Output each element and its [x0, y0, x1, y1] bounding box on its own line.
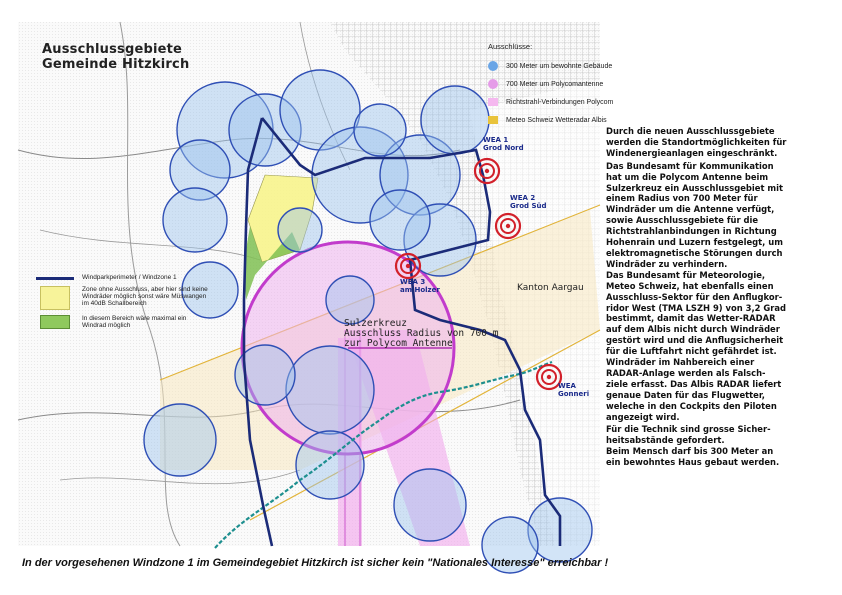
- yellow-band-icon: [488, 116, 498, 124]
- pink-circle-icon: [488, 79, 498, 89]
- paragraph-intro: Durch die neuen Ausschlussgebiete werden die Standortmöglichkeiten für Windenergieanlagen eingeschränkt.: [606, 126, 787, 158]
- blue-circle-icon: [488, 61, 498, 71]
- house-circle: [286, 346, 374, 434]
- wea-label-line: am Holzer: [400, 286, 440, 294]
- legend-label: Meteo Schweiz Wetteradar Albis: [506, 116, 607, 124]
- wea-label-line: WEA 1: [483, 136, 509, 144]
- legend-item: [36, 315, 216, 329]
- pink-band-icon: [488, 98, 498, 106]
- map-subtitle: Gemeinde Hitzkirch: [42, 57, 190, 72]
- wea-label-line: Grod Süd: [510, 202, 547, 210]
- house-circle: [326, 276, 374, 324]
- house-circle: [370, 190, 430, 250]
- house-circle: [421, 86, 489, 154]
- wea-label-line: WEA: [558, 382, 576, 390]
- legend-label: Richtstrahl-Verbindungen Polycom: [506, 98, 614, 106]
- house-circle: [278, 208, 322, 252]
- yellow-zone-icon: [40, 286, 70, 310]
- legend-label: Windparkperimeter / Windzone 1: [82, 274, 177, 281]
- legend-item: [36, 274, 216, 281]
- wea-label-gonneri: [558, 382, 589, 398]
- wea-label-grod-sued: [510, 194, 547, 210]
- legend-item: [488, 75, 613, 93]
- green-zone-icon: [40, 315, 70, 329]
- sulzerkreuz-label: [344, 319, 498, 349]
- sulzerkreuz-line: Ausschluss Radius von 700 m: [344, 328, 499, 339]
- wea-label-line: Gonneri: [558, 390, 590, 398]
- wea-label-am-holzer: [400, 278, 440, 294]
- legend-item: [488, 93, 613, 111]
- sulzerkreuz-line: zur Polycom Antenne: [344, 338, 453, 349]
- legend-item: [488, 57, 613, 75]
- legend-label: In diesem Bereich wäre maximal ein Windrad möglich: [82, 315, 187, 329]
- legend-label: Zone ohne Ausschluss, aber hier sind keine Windräder möglich sonst wäre Müswangen im 40dB Schallbereich: [82, 286, 208, 307]
- map-title: Ausschlussgebiete: [42, 42, 183, 57]
- legend-item: [488, 111, 613, 129]
- legend-header: Ausschlüsse:: [488, 42, 533, 51]
- wea-label-line: WEA 3: [400, 278, 426, 286]
- legend-exclusions: [488, 42, 613, 129]
- house-circle: [296, 431, 364, 499]
- legend-item: [36, 286, 216, 310]
- house-circle: [144, 404, 216, 476]
- explanation-text: [606, 126, 838, 470]
- house-circle: [163, 188, 227, 252]
- wea-label-line: WEA 2: [510, 194, 536, 202]
- wea-label-grod-nord: [483, 136, 524, 152]
- legend-label: 700 Meter um Polycomantenne: [506, 80, 604, 88]
- paragraph-distance: Für die Technik sind grosse Sicher- heitsabstände gefordert. Beim Mensch darf bis 300 Meter an ein bewohntes Haus gebaut werden.: [606, 424, 780, 468]
- paragraph-details: Das Bundesamt für Kommunikation hat um die Polycom Antenne beim Sulzerkreuz ein Ausschlussgebiet mit einem Radius von 700 Meter für Windräder um die Antenne verfügt, sowie Ausschlussgebiete für die Richtstrahlanbindungen in Richtung Hohenrain und Luzern festgelegt, um elektromagnetische Störungen durch Windräder zu verhindern. Das Bundesamt für Meteorologie, Meteo Schweiz, hat ebenfalls einen Ausschluss-Sektor für den Anflugkor- ridor West (TMA LSZH 9) von 3,2 Grad bestimmt, damit das Wetter-RADAR auf dem Albis nicht durch Windräder gestört wird und die Anflugsicherheit für die Luftfahrt nicht gefährdet ist. Windräder im Nahbereich einer RADAR-Anlage werden als Falsch- ziele erfasst. Das Albis RADAR liefert genaue Daten für das Flugwetter, weleche in den Cockpits den Piloten angezeigt wird.: [606, 160, 787, 422]
- perimeter-line-icon: [36, 277, 74, 280]
- house-circle: [354, 104, 406, 156]
- kanton-aargau-label: Kanton Aargau: [517, 283, 584, 293]
- wea-label-line: Grod Nord: [483, 144, 524, 152]
- footer-caption: In der vorgesehenen Windzone 1 im Gemeindegebiet Hitzkirch ist sicher kein "Nationales Interesse" erreichbar !: [22, 557, 609, 569]
- house-circle: [394, 469, 466, 541]
- legend-label: 300 Meter um bewohnte Gebäude: [506, 62, 613, 70]
- sulzerkreuz-line: Sulzerkreuz: [344, 318, 407, 329]
- legend-zones: [36, 274, 216, 334]
